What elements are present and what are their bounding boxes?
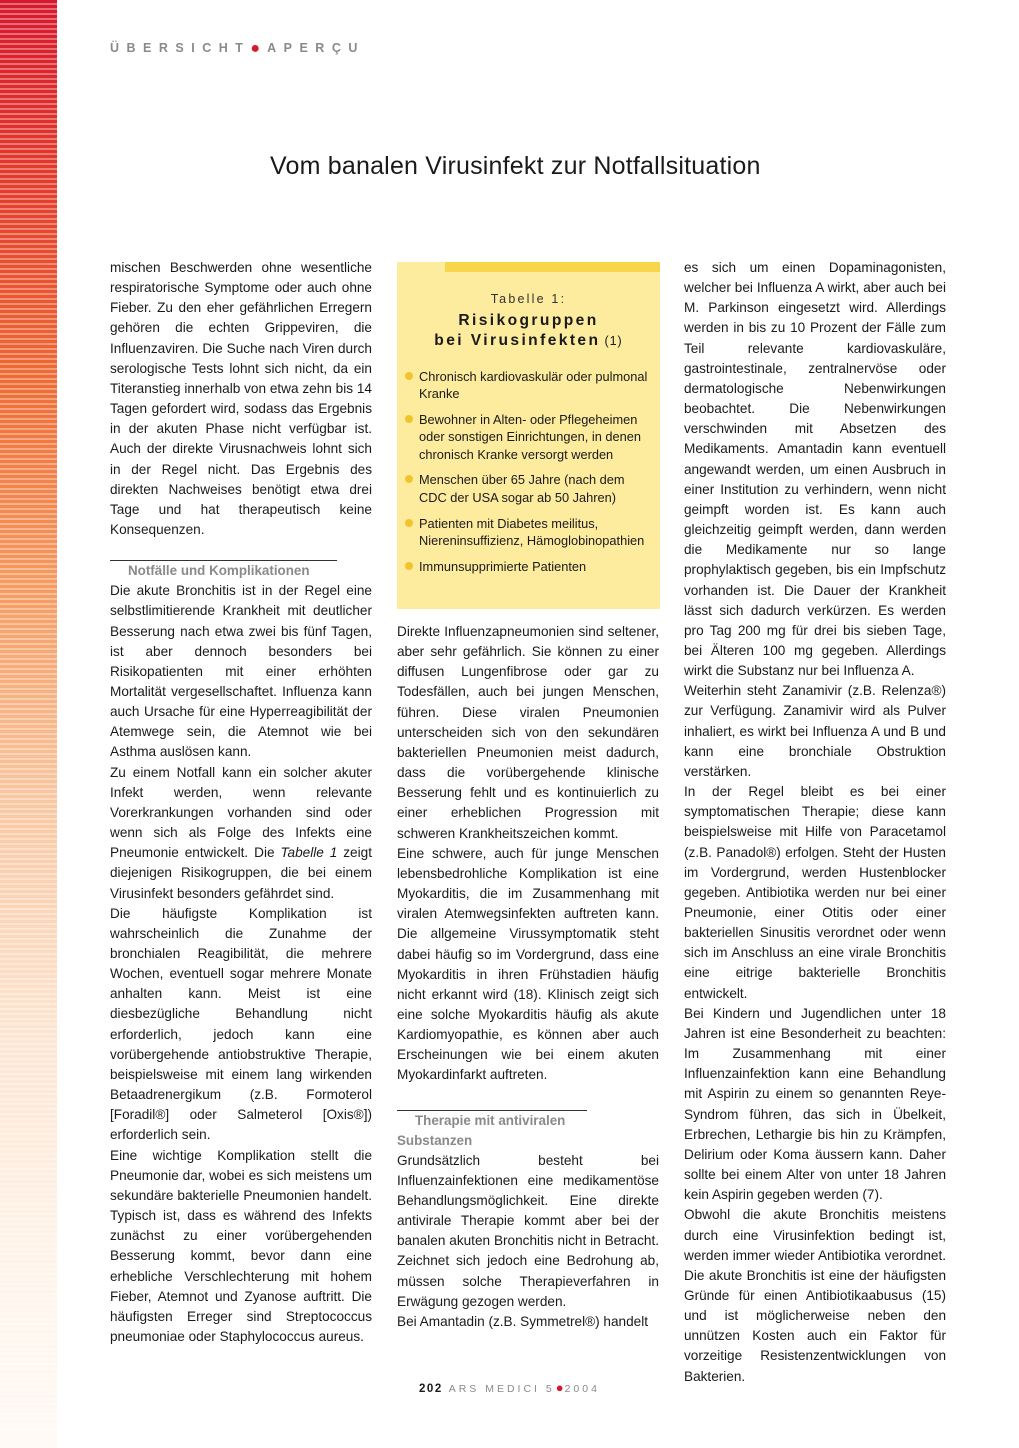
bullet-icon — [405, 475, 413, 483]
paragraph-text: zeigt diejenigen Risikogruppen, die bei einem Virusinfekt besonders gefährdet sind. — [110, 845, 372, 901]
subheading-text-line-1: Therapie mit antiviralen — [415, 1112, 566, 1128]
subheading-text-line-2: Substanzen — [397, 1132, 473, 1148]
section-label — [110, 40, 365, 58]
paragraph-text: Zu einem Notfall kann ein solcher akuter Infekt werden, wenn relevante Vorerkrankungen vorhanden sind oder wenn sich als Folge des Infekts eine Pneumonie entwickelt. Die — [110, 764, 372, 861]
subheading-text: Notfälle und Komplikationen — [128, 563, 310, 579]
list-item — [405, 558, 655, 575]
table-reference: Tabelle 1 — [280, 845, 338, 861]
text-column-2 — [397, 622, 659, 1332]
list-item — [405, 368, 655, 403]
list-item-text: Immunsupprimierte Patienten — [419, 558, 587, 574]
paragraph: Grundsätzlich besteht bei Influenzainfektionen eine medikamentöse Behandlungsmöglichkeit. Eine direkte antivirale Therapie kommt aber bei der banalen akuten Bronchitis nicht in Betracht. Zeichnet sich jedoch eine Bedrohung ab, müssen solche Therapieverfahren in Erwägung gezogen werden. — [397, 1152, 659, 1309]
journal-name: ARS MEDICI 5 — [448, 1383, 555, 1395]
paragraph — [110, 763, 372, 904]
table-title-text: bei Virusinfekten — [434, 332, 601, 349]
paragraph: In der Regel bleibt es bei einer symptomatischen Therapie; diese kann beispielsweise mit Hilfe von Paracetamol (z.B. Panadol®) erfolgen. Steht der Husten im Vordergrund, werden Hustenblocker gegeben. Antibiotika werden nur bei einer Pneumonie, einer Otitis oder einer bakteriellen Sinusitis verordnet oder wenn sich im Anschluss an eine virale Bronchitis eine eitrige bakterielle Bronchitis entwickelt. — [684, 784, 946, 1001]
decorative-gradient-stripe — [0, 0, 57, 1448]
bullet-icon — [405, 415, 413, 423]
subheading — [110, 560, 372, 581]
bullet-icon — [405, 562, 413, 570]
list-item — [405, 411, 655, 463]
section-label-right: APERÇU — [267, 41, 365, 55]
risk-group-list — [405, 368, 655, 583]
table-title-line-1: Risikogruppen — [458, 312, 599, 329]
paragraph: mischen Beschwerden ohne wesentliche respiratorische Symptome oder auch ohne Fieber. Zu den eher gefährlichen Erregern gehören die echten Grippeviren, die Influenzaviren. Die Suche nach Viren durch serologische Tests lohnt sich nicht, da ein Titeranstieg innerhalb von etwa zehn bis 14 Tagen gefordert wird, sodass das Ergebnis in der akuten Phase nicht verfügbar ist. Auch der direkte Virusnachweis lohnt sich in der Regel nicht. Das Ergebnis des direkten Nachweises benötigt etwa drei Tage und hat therapeutisch keine Konsequenzen. — [110, 260, 372, 538]
paragraph: Obwohl die akute Bronchitis meistens durch eine Virusinfektion bedingt ist, werden immer wieder Antibiotika verordnet. Die akute Bronchitis ist eine der häufigsten Gründe für einen Antibiotikaabusus (15) und ist möglicherweise neben den unnützen Kosten auch ein Faktor für vorzeitige Resistenzentwicklungen von Bakterien. — [684, 1207, 946, 1384]
journal-year: 2004 — [564, 1383, 600, 1395]
paragraph: Direkte Influenzapneumonien sind seltener, aber sehr gefährlich. Sie können zu einer diffusen Lungenfibrose oder gar zu Todesfällen, auch bei jungen Menschen, führen. Diese viralen Pneumonien unterscheiden sich von den sekundären bakteriellen Pneumonien meist dadurch, dass die vorübergehende klinische Besserung fehlt und es kontinuierlich zu einer erheblichen Progression mit schweren Krankheitszeichen kommt. — [397, 624, 659, 841]
table-header-bar — [445, 262, 660, 272]
paragraph: Bei Kindern und Jugendlichen unter 18 Jahren ist eine Besonderheit zu beachten: Im Zusammenhang mit einer Influenzainfektion kann eine Behandlung mit Aspirin zu einem so genannten Reye-Syndrom führen, das sich in Übelkeit, Erbrechen, Lethargie bis hin zu Krämpfen, Delirium oder Koma äussern kann. Daher sollte bei einem Alter von unter 18 Jahren kein Aspirin gegeben werden (7). — [684, 1005, 946, 1203]
subheading — [397, 1110, 659, 1151]
list-item-text: Chronisch kardiovaskulär oder pulmonal Kranke — [419, 369, 648, 402]
table-caption: Tabelle 1: — [490, 292, 567, 306]
list-item-text: Menschen über 65 Jahre (nach dem CDC der USA sogar ab 50 Jahren) — [419, 472, 625, 505]
page-number: 202 — [419, 1383, 443, 1395]
risk-groups-table — [397, 262, 660, 609]
text-column-3 — [684, 258, 946, 1387]
list-item-text: Bewohner in Alten- oder Pflegeheimen oder sonstigen Einrichtungen, in denen chronisch Kranke versorgt werden — [419, 412, 641, 462]
page-footer — [0, 1380, 1019, 1395]
list-item-text: Patienten mit Diabetes meilitus, Niereninsuffizienz, Hämoglobinopathien — [419, 515, 645, 548]
paragraph: Weiterhin steht Zanamivir (z.B. Relenza®) zur Verfügung. Zanamivir wird als Pulver inhaliert, es wirkt bei Influenza A und B und kann eine bronchiale Obstruktion verstärken. — [684, 683, 946, 779]
table-reference-number: (1) — [604, 334, 623, 348]
paragraph: Die akute Bronchitis ist in der Regel eine selbstlimitierende Krankheit mit deutlicher Besserung nach etwa zwei bis fünf Tagen, ist aber dennoch besonders bei Risikopatienten mit einer erhöhten Mortalität vergesellschaftet. Influenza kann auch Ursache für eine Hyperreagibilität der Atemwege sein, die Atemnot wie bei Asthma auslösen kann. — [110, 583, 372, 760]
red-dot-icon: ● — [555, 1380, 564, 1395]
text-column-1 — [110, 258, 372, 1347]
paragraph: Bei Amantadin (z.B. Symmetrel®) handelt — [397, 1313, 649, 1329]
paragraph: Eine schwere, auch für junge Menschen lebensbedrohliche Komplikation ist eine Myokarditis, die im Zusammenhang mit viralen Atemwegsinfekten auftreten kann. Die allgemeine Virussymptomatik steht dabei häufig so im Vordergrund, dass eine Myokarditis in ihren Frühstadien häufig nicht erkannt wird (18). Klinisch zeigt sich eine solche Myokarditis häufig als akute Kardiomyopathie, es können aber auch Erscheinungen wie bei einem akuten Myokardinfarkt auftreten. — [397, 845, 659, 1083]
section-label-left: ÜBERSICHT — [110, 41, 251, 55]
bullet-icon — [405, 519, 413, 527]
article-title: Vom banalen Virusinfekt zur Notfallsituation — [270, 152, 761, 180]
table-title-line-2 — [397, 331, 660, 351]
red-dot-icon: ● — [250, 40, 261, 57]
paragraph: Eine wichtige Komplikation stellt die Pneumonie dar, wobei es sich meistens um sekundäre bakterielle Pneumonien handelt. Typisch ist, dass es während des Infekts zunächst zu einer vorübergehenden Besserung kommt, bevor dann eine erhebliche Verschlechterung mit hohem Fieber, Atemnot und Zyanose auftritt. Die häufigsten Erreger sind Streptococcus pneumoniae oder Staphylococcus aureus. — [110, 1147, 372, 1344]
table-title — [397, 311, 660, 351]
list-item — [405, 471, 655, 506]
list-item — [405, 515, 655, 550]
paragraph: Die häufigste Komplikation ist wahrscheinlich die Zunahme der bronchialen Reagibilität, die mehrere Wochen, eventuell sogar mehrere Monate anhalten kann. Meist ist eine diesbezügliche Behandlung nicht erforderlich, jedoch kann eine vorübergehende antiobstruktive Therapie, beispielsweise mit einem lang wirkenden Betaadrenergikum (z.B. Formoterol [Foradil®] oder Salmeterol [Oxis®]) erforderlich sein. — [110, 905, 372, 1143]
bullet-icon — [405, 372, 413, 380]
paragraph: es sich um einen Dopaminagonisten, welcher bei Influenza A wirkt, aber auch bei M. Parkinson eingesetzt wird. Allerdings werden in bis zu 10 Prozent der Fälle zum Teil relevante kardiovaskuläre, gastrointestinale, zentralnervöse oder dermatologische Nebenwirkungen beobachtet. Die Nebenwirkungen verschwinden mit Absetzen des Medikaments. Amantadin kann eventuell angewandt werden, um einen Ausbruch in einer Institution zu verhindern, wenn nicht geimpft worden ist. Es kann auch gleichzeitig geimpft werden, dann werden die Medikamente nur so lange prophylaktisch gegeben, bis ein Impfschutz vorhanden ist. Die Dauer der Krankheit lässt sich dadurch verkürzen. Es werden pro Tag 200 mg für drei bis sieben Tage, bei Älteren 100 mg gegeben. Allerdings wirkt die Substanz nur bei Influenza A. — [684, 260, 946, 679]
